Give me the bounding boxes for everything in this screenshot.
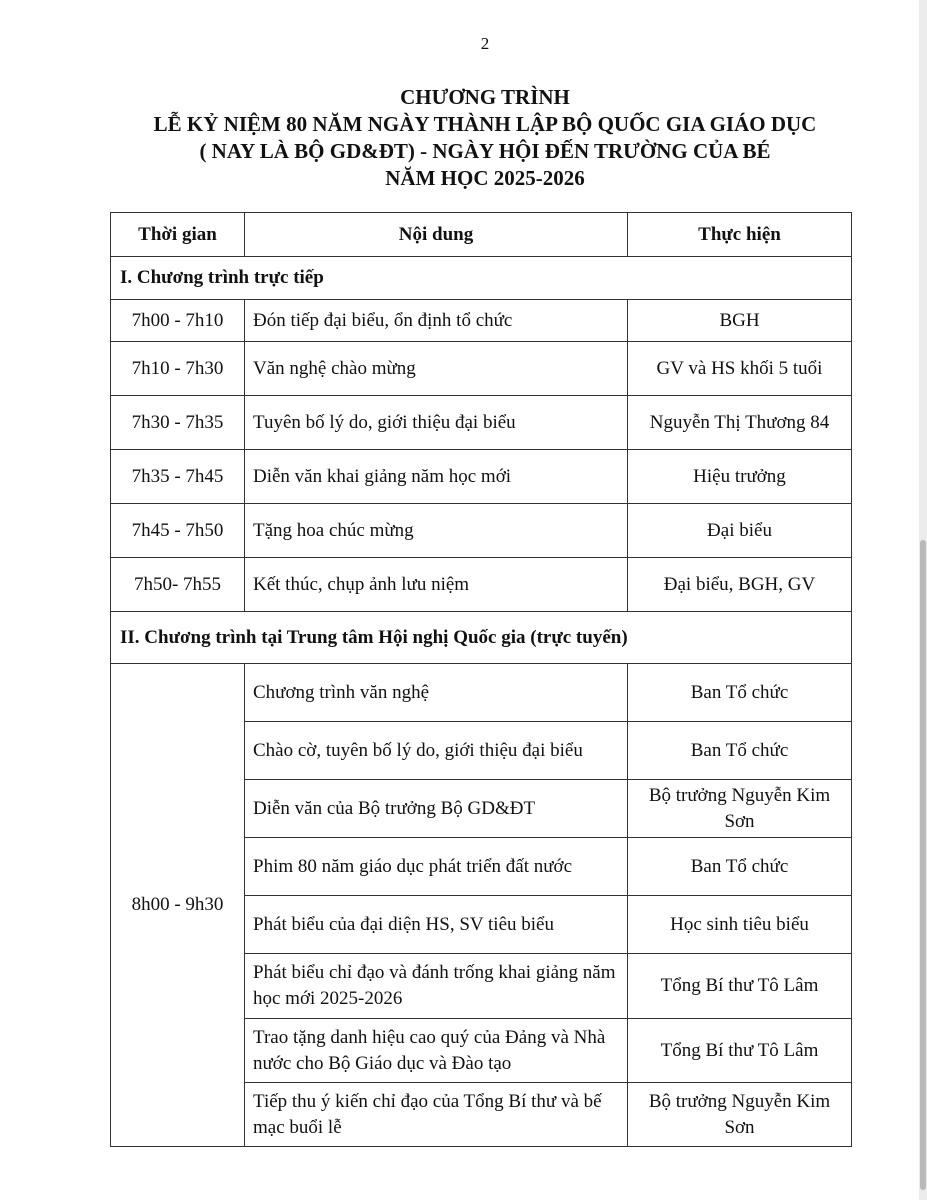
section-2-time: 8h00 - 9h30 — [111, 664, 245, 1147]
row-content: Đón tiếp đại biểu, ổn định tổ chức — [245, 300, 628, 342]
scrollbar-thumb[interactable] — [920, 540, 926, 1190]
row-time: 7h35 - 7h45 — [111, 450, 245, 504]
row-time: 7h50- 7h55 — [111, 558, 245, 612]
row-performer: Bộ trưởng Nguyễn Kim Sơn — [628, 780, 852, 838]
row-time: 7h00 - 7h10 — [111, 300, 245, 342]
table-row — [111, 558, 852, 612]
scrollbar[interactable] — [919, 0, 927, 1200]
page-number: 2 — [480, 34, 490, 53]
row-content: Tiếp thu ý kiến chỉ đạo của Tổng Bí thư và bế mạc buổi lễ — [245, 1083, 628, 1147]
document-title — [60, 84, 910, 192]
row-content: Phim 80 năm giáo dục phát triển đất nước — [245, 838, 628, 896]
row-time: 7h10 - 7h30 — [111, 342, 245, 396]
row-time: 7h30 - 7h35 — [111, 396, 245, 450]
title-line-3: ( NAY LÀ BỘ GD&ĐT) - NGÀY HỘI ĐẾN TRƯỜNG CỦA BÉ — [199, 139, 771, 163]
header-performer: Thực hiện — [628, 213, 852, 257]
header-time: Thời gian — [111, 213, 245, 257]
row-performer: Tổng Bí thư Tô Lâm — [628, 954, 852, 1019]
row-performer: Đại biểu — [628, 504, 852, 558]
section-2-title: II. Chương trình tại Trung tâm Hội nghị Quốc gia (trực tuyến) — [111, 612, 852, 664]
table-header-row — [111, 213, 852, 257]
row-performer: Học sinh tiêu biểu — [628, 896, 852, 954]
row-performer: Nguyễn Thị Thương 84 — [628, 396, 852, 450]
row-performer: BGH — [628, 300, 852, 342]
title-line-2: LỄ KỶ NIỆM 80 NĂM NGÀY THÀNH LẬP BỘ QUỐC GIA GIÁO DỤC — [153, 112, 817, 136]
table-row — [111, 396, 852, 450]
row-content: Diễn văn của Bộ trưởng Bộ GD&ĐT — [245, 780, 628, 838]
table-row — [111, 450, 852, 504]
row-performer: Đại biểu, BGH, GV — [628, 558, 852, 612]
row-performer: Ban Tổ chức — [628, 664, 852, 722]
row-content: Diễn văn khai giảng năm học mới — [245, 450, 628, 504]
row-content: Chương trình văn nghệ — [245, 664, 628, 722]
row-content: Tuyên bố lý do, giới thiệu đại biểu — [245, 396, 628, 450]
section-1-title: I. Chương trình trực tiếp — [111, 257, 852, 300]
row-performer: Ban Tổ chức — [628, 838, 852, 896]
table-row — [111, 300, 852, 342]
schedule-table — [110, 212, 852, 1147]
table-row — [111, 342, 852, 396]
row-content: Phát biểu chỉ đạo và đánh trống khai giảng năm học mới 2025-2026 — [245, 954, 628, 1019]
row-content: Kết thúc, chụp ảnh lưu niệm — [245, 558, 628, 612]
row-content: Phát biểu của đại diện HS, SV tiêu biểu — [245, 896, 628, 954]
row-performer: GV và HS khối 5 tuổi — [628, 342, 852, 396]
row-content: Văn nghệ chào mừng — [245, 342, 628, 396]
row-performer: Bộ trưởng Nguyễn Kim Sơn — [628, 1083, 852, 1147]
title-line-1: CHƯƠNG TRÌNH — [400, 85, 570, 109]
section-2-header — [111, 612, 852, 664]
row-time: 7h45 - 7h50 — [111, 504, 245, 558]
header-content: Nội dung — [245, 213, 628, 257]
row-content: Trao tặng danh hiệu cao quý của Đảng và Nhà nước cho Bộ Giáo dục và Đào tạo — [245, 1019, 628, 1083]
row-content: Tặng hoa chúc mừng — [245, 504, 628, 558]
row-performer: Hiệu trưởng — [628, 450, 852, 504]
table-row — [111, 504, 852, 558]
table-row — [111, 664, 852, 722]
row-content: Chào cờ, tuyên bố lý do, giới thiệu đại biểu — [245, 722, 628, 780]
row-performer: Ban Tổ chức — [628, 722, 852, 780]
title-line-4: NĂM HỌC 2025-2026 — [385, 166, 585, 190]
row-performer: Tổng Bí thư Tô Lâm — [628, 1019, 852, 1083]
section-1-header — [111, 257, 852, 300]
